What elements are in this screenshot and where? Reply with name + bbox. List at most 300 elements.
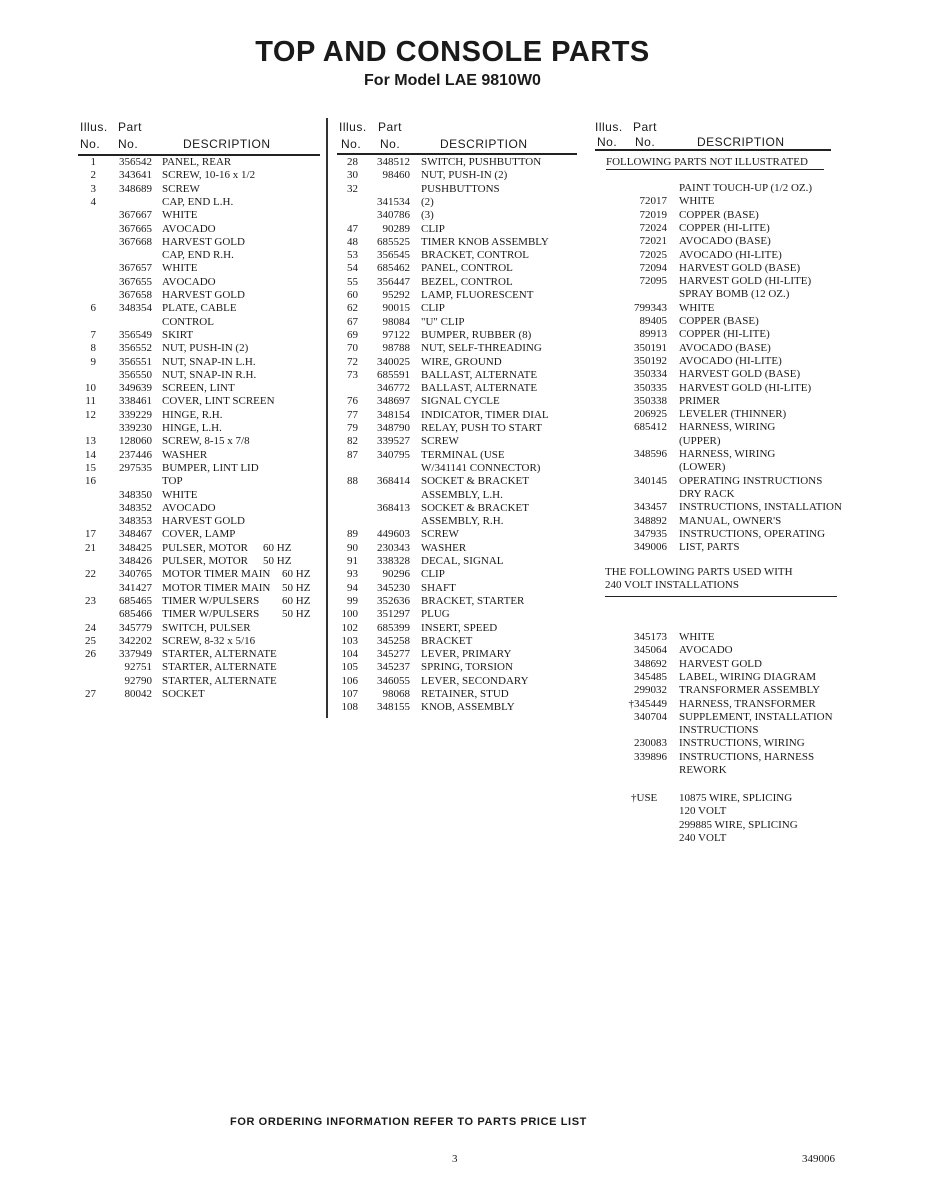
footnote-marker: †USE [631, 792, 658, 804]
illus-number: 70 [347, 342, 358, 355]
part-description: DECAL, SIGNAL [421, 555, 504, 567]
part-number: 348155 [377, 701, 410, 714]
part-description: REWORK [679, 764, 727, 776]
description-label: DESCRIPTION [440, 137, 528, 151]
part-description: CLIP [421, 568, 445, 581]
part-description: SWITCH, PUSHBUTTON [421, 156, 542, 168]
illus-number: 62 [347, 302, 358, 315]
part-description: LABEL, WIRING DIAGRAM [679, 670, 816, 683]
part-number: 356552 [119, 342, 152, 355]
part-number: 367657 [119, 262, 152, 275]
part-number: 449603 [377, 528, 410, 541]
part-description: PANEL, REAR [162, 156, 232, 168]
part-number: 367655 [119, 275, 152, 288]
part-description: HINGE, L.H. [162, 422, 222, 434]
part-description: WHITE [162, 488, 198, 501]
illus-number: 17 [85, 528, 96, 541]
part-description: SPRAY BOMB (12 OZ.) [679, 288, 790, 301]
part-description: HARVEST GOLD [162, 515, 245, 528]
part-number: 352636 [377, 594, 410, 607]
part-description: SCREW, 8-32 x 5/16 [162, 634, 256, 647]
illus-label: Illus. [80, 120, 108, 134]
part-description: BRACKET, CONTROL [421, 249, 529, 262]
illus-number: 3 [90, 182, 96, 195]
illus-number: 11 [85, 395, 96, 408]
part-description: PULSER, MOTOR [162, 555, 248, 567]
part-description: WHITE [679, 301, 715, 314]
part-number: 72021 [639, 235, 667, 248]
part-number: 345237 [377, 661, 410, 674]
part-description: WASHER [421, 541, 467, 554]
part-number: 356447 [377, 275, 410, 288]
part-number: 339229 [119, 408, 152, 421]
part-number: 97122 [382, 328, 410, 341]
part-number: 206925 [634, 408, 667, 421]
part-number: 340704 [634, 710, 667, 723]
part-number: 341427 [119, 581, 152, 594]
part-label: Part [633, 120, 658, 134]
part-description: (3) [421, 209, 434, 222]
column-divider [326, 118, 328, 718]
part-description: TERMINAL (USE [421, 448, 505, 461]
illus-number: 6 [90, 302, 96, 315]
illus-number: 76 [347, 395, 358, 408]
illus-number: 106 [341, 674, 358, 687]
frequency: 50 HZ [282, 581, 311, 594]
part-description: NUT, SNAP-IN L.H. [162, 355, 256, 368]
illus-number: 55 [347, 275, 358, 288]
part-number: 348697 [377, 395, 410, 408]
part-number: 368414 [377, 475, 410, 488]
part-number: 297535 [119, 461, 152, 474]
part-description: NUT, PUSH-IN (2) [162, 342, 249, 355]
illus-number: 73 [347, 368, 358, 381]
part-description: HARVEST GOLD (BASE) [679, 368, 801, 381]
illus-number: 7 [90, 328, 96, 341]
part-description: HARVEST GOLD (HI-LITE) [679, 381, 812, 394]
part-description: CLIP [421, 302, 445, 315]
part-number: 685466 [119, 608, 152, 621]
part-description: RETAINER, STUD [421, 688, 509, 700]
illus-number: 67 [347, 315, 358, 328]
part-no-label: No. [380, 137, 401, 151]
part-description: PRIMER [679, 394, 720, 407]
part-number: 339230 [119, 422, 152, 434]
part-number: 345258 [377, 634, 410, 647]
part-description: (UPPER) [679, 434, 721, 447]
part-number: 72017 [639, 195, 667, 208]
part-number: 337949 [119, 648, 152, 661]
part-number: 347935 [634, 527, 667, 540]
part-number: 685525 [377, 235, 410, 248]
page-number: 3 [452, 1153, 458, 1165]
part-description: TIMER KNOB ASSEMBLY [421, 235, 549, 248]
part-description: BRACKET [421, 634, 473, 647]
footnote-text: 10875 WIRE, SPLICING [679, 792, 793, 804]
part-number: 350338 [634, 394, 667, 407]
part-number: 338461 [119, 395, 152, 408]
illus-number: 48 [347, 235, 358, 248]
part-number: 348426 [119, 555, 152, 567]
part-description: MOTOR TIMER MAIN [162, 581, 271, 594]
part-number: 350192 [634, 354, 667, 367]
part-number: 348596 [634, 448, 667, 460]
illus-number: 24 [85, 621, 96, 634]
part-description: SWITCH, PULSER [162, 621, 251, 634]
part-description: AVOCADO (BASE) [679, 235, 771, 248]
part-description: TIMER W/PULSERS [162, 608, 260, 621]
part-description: SCREW [421, 528, 459, 541]
part-number: 95292 [382, 289, 410, 301]
document-number: 349006 [802, 1153, 835, 1165]
part-number: 348154 [377, 408, 410, 421]
illus-number: 88 [347, 475, 358, 488]
illus-number: 53 [347, 249, 358, 262]
part-number: 356551 [119, 355, 152, 368]
part-description: ASSEMBLY, L.H. [421, 488, 503, 501]
part-number: 345779 [119, 621, 152, 634]
header-rule [337, 153, 577, 155]
part-description: LIST, PARTS [679, 541, 740, 554]
frequency: 60 HZ [263, 541, 292, 554]
part-description: PLATE, CABLE [162, 302, 237, 315]
part-description: DRY RACK [679, 487, 735, 500]
part-number: 356545 [377, 249, 410, 262]
part-description: COPPER (HI-LITE) [679, 328, 770, 341]
part-description: HINGE, R.H. [162, 408, 223, 421]
part-number: 345230 [377, 581, 410, 594]
part-description: COVER, LINT SCREEN [162, 395, 275, 408]
part-description: AVOCADO [162, 275, 216, 288]
part-description: AVOCADO [679, 644, 733, 657]
illus-number: 2 [90, 169, 96, 182]
illus-number: 82 [347, 435, 358, 448]
part-description: COPPER (HI-LITE) [679, 221, 770, 234]
part-description: OPERATING INSTRUCTIONS [679, 474, 823, 487]
part-description: BRACKET, STARTER [421, 594, 525, 607]
part-description: SCREW, 8-15 x 7/8 [162, 435, 250, 448]
part-description: ASSEMBLY, R.H. [421, 515, 504, 528]
part-number: 368413 [377, 501, 410, 514]
part-description: SCREW [421, 435, 459, 448]
illus-number: 108 [341, 701, 358, 714]
illus-number: 69 [347, 328, 358, 341]
part-description: SUPPLEMENT, INSTALLATION [679, 710, 833, 723]
part-description: HARVEST GOLD (HI-LITE) [679, 275, 812, 288]
illus-number: 15 [85, 461, 96, 474]
part-description: MANUAL, OWNER'S [679, 514, 782, 527]
part-description: AVOCADO [162, 501, 216, 514]
frequency: 50 HZ [282, 608, 311, 621]
illus-number: 99 [347, 594, 358, 607]
illus-number: 79 [347, 422, 358, 434]
heading-underline [606, 169, 824, 170]
part-description: SOCKET & BRACKET [421, 475, 529, 488]
illus-number: 72 [347, 355, 358, 368]
part-number: 351297 [377, 608, 410, 621]
part-description: SIGNAL CYCLE [421, 395, 500, 408]
part-description: NUT, SELF-THREADING [421, 342, 542, 355]
part-description: LAMP, FLUORESCENT [421, 289, 534, 301]
illus-number: 26 [85, 648, 96, 661]
illus-no-label: No. [597, 135, 618, 149]
illus-number: 102 [341, 621, 358, 634]
part-description: WIRE, GROUND [421, 355, 502, 368]
part-description: "U" CLIP [421, 315, 465, 328]
part-label: Part [378, 120, 403, 134]
part-description: SOCKET [162, 688, 205, 700]
part-description: BUMPER, RUBBER (8) [421, 328, 532, 341]
part-description: INSTRUCTIONS, OPERATING [679, 527, 826, 540]
part-number: 92751 [124, 661, 152, 674]
part-description: WHITE [162, 209, 198, 222]
part-description: INSTRUCTIONS, WIRING [679, 737, 805, 750]
illus-number: 27 [85, 688, 96, 700]
part-description: CLIP [421, 222, 445, 235]
part-number: 340145 [634, 474, 667, 487]
illus-number: 93 [347, 568, 358, 581]
part-number: 345173 [634, 631, 667, 643]
part-description: SCREW [162, 182, 200, 195]
part-description: INSERT, SPEED [421, 621, 498, 634]
part-number: 342202 [119, 634, 152, 647]
part-number: 80042 [124, 688, 152, 700]
part-number: 339896 [634, 750, 667, 763]
part-description: HARVEST GOLD [679, 657, 762, 670]
footnote-text: 299885 WIRE, SPLICING [679, 818, 798, 831]
part-number: 90015 [382, 302, 410, 315]
part-description: AVOCADO (HI-LITE) [679, 248, 782, 261]
part-description: AVOCADO (HI-LITE) [679, 354, 782, 367]
part-number: 340786 [377, 209, 410, 222]
volt240-heading-line1: THE FOLLOWING PARTS USED WITH [605, 566, 793, 578]
part-description: SCREW, 10-16 x 1/2 [162, 169, 256, 182]
part-number: 367667 [119, 209, 152, 222]
part-number: 340765 [119, 568, 152, 581]
part-description: BUMPER, LINT LID [162, 461, 259, 474]
part-description: LEVER, PRIMARY [421, 648, 512, 661]
part-number: 349006 [634, 541, 667, 554]
part-number: †345449 [628, 697, 667, 710]
part-description: W/341141 CONNECTOR) [421, 461, 541, 474]
part-description: AVOCADO (BASE) [679, 341, 771, 354]
part-number: 685412 [634, 421, 667, 434]
part-number: 72095 [639, 275, 667, 288]
part-description: INSTRUCTIONS, INSTALLATION [679, 501, 842, 514]
volt240-heading-line2: 240 VOLT INSTALLATIONS [605, 579, 739, 591]
part-description: HARVEST GOLD [162, 289, 245, 301]
part-description: MOTOR TIMER MAIN [162, 568, 271, 581]
part-description: AVOCADO [162, 222, 216, 235]
illus-label: Illus. [339, 120, 367, 134]
illus-number: 28 [347, 156, 358, 168]
part-number: 340795 [377, 448, 410, 461]
part-number: 343457 [634, 501, 667, 514]
part-description: STARTER, ALTERNATE [162, 661, 277, 674]
part-number: 90296 [382, 568, 410, 581]
heading-underline [605, 596, 837, 597]
part-number: 348425 [119, 541, 152, 554]
illus-number: 16 [85, 475, 96, 488]
part-description: WASHER [162, 448, 208, 461]
part-number: 348512 [377, 156, 410, 168]
part-description: PUSHBUTTONS [421, 182, 500, 195]
part-number: 348692 [634, 657, 667, 670]
part-number: 89405 [639, 315, 667, 327]
part-number: 348790 [377, 422, 410, 434]
part-number: 348354 [119, 302, 152, 315]
part-description: WHITE [679, 195, 715, 208]
description-label: DESCRIPTION [183, 137, 271, 151]
part-description: BALLAST, ALTERNATE [421, 368, 538, 381]
part-number: 345485 [634, 670, 667, 683]
illus-number: 30 [347, 169, 358, 182]
frequency: 50 HZ [263, 555, 292, 567]
part-number: 341534 [377, 195, 410, 208]
part-no-label: No. [118, 137, 139, 151]
part-description: WHITE [162, 262, 198, 275]
part-description: COVER, LAMP [162, 528, 236, 541]
part-number: 89913 [639, 328, 667, 341]
part-number: 348467 [119, 528, 152, 541]
part-number: 348352 [119, 501, 152, 514]
illus-number: 13 [85, 435, 96, 448]
part-number: 367665 [119, 222, 152, 235]
part-number: 90289 [382, 222, 410, 235]
part-number: 356542 [119, 156, 152, 168]
illus-number: 47 [347, 222, 358, 235]
part-description: HARVEST GOLD [162, 235, 245, 248]
illus-number: 77 [347, 408, 358, 421]
part-description: HARNESS, TRANSFORMER [679, 697, 816, 710]
illus-number: 21 [85, 541, 96, 554]
part-number: 340025 [377, 355, 410, 368]
illus-number: 60 [347, 289, 358, 301]
illus-number: 54 [347, 262, 358, 275]
part-description: (LOWER) [679, 461, 726, 474]
part-number: 350335 [634, 381, 667, 394]
illus-number: 25 [85, 634, 96, 647]
illus-number: 23 [85, 594, 96, 607]
part-number: 685462 [377, 262, 410, 275]
footnote-text: 120 VOLT [679, 805, 727, 818]
illus-number: 1 [90, 156, 96, 168]
part-number: 72094 [639, 261, 667, 274]
part-description: BALLAST, ALTERNATE [421, 382, 538, 395]
illus-number: 89 [347, 528, 358, 541]
illus-number: 94 [347, 581, 358, 594]
part-description: CAP, END R.H. [162, 249, 234, 262]
part-description: CONTROL [162, 315, 214, 328]
part-number: 343641 [119, 169, 152, 182]
part-description: NUT, SNAP-IN R.H. [162, 368, 257, 381]
illus-number: 10 [85, 382, 96, 395]
part-no-label: No. [635, 135, 656, 149]
part-number: 128060 [119, 435, 152, 448]
illus-number: 8 [90, 342, 96, 355]
part-number: 98460 [382, 169, 410, 182]
part-number: 356550 [119, 368, 152, 381]
part-description: RELAY, PUSH TO START [421, 422, 542, 434]
illus-number: 32 [347, 182, 358, 195]
part-number: 98084 [382, 315, 410, 328]
illus-number: 87 [347, 448, 358, 461]
part-number: 349639 [119, 382, 152, 395]
part-number: 72019 [639, 208, 667, 221]
part-description: SKIRT [162, 328, 194, 341]
part-number: 348353 [119, 515, 152, 528]
part-description: CAP, END L.H. [162, 195, 234, 208]
part-description: INSTRUCTIONS [679, 724, 759, 737]
ordering-note: FOR ORDERING INFORMATION REFER TO PARTS PRICE LIST [230, 1116, 587, 1128]
part-number: 367658 [119, 289, 152, 301]
illus-number: 104 [341, 648, 358, 661]
part-description: SPRING, TORSION [421, 661, 513, 674]
part-number: 685465 [119, 594, 152, 607]
frequency: 60 HZ [282, 568, 311, 581]
part-description: PANEL, CONTROL [421, 262, 513, 275]
not-illustrated-heading: FOLLOWING PARTS NOT ILLUSTRATED [606, 156, 808, 168]
illus-label: Illus. [595, 120, 623, 134]
footnote-text: 240 VOLT [679, 831, 727, 844]
illus-no-label: No. [341, 137, 362, 151]
page-title: TOP AND CONSOLE PARTS [255, 36, 650, 68]
model-subtitle: For Model LAE 9810W0 [364, 72, 541, 89]
frequency: 60 HZ [282, 594, 311, 607]
part-description: COPPER (BASE) [679, 315, 759, 327]
part-number: 350334 [634, 368, 667, 381]
illus-number: 9 [90, 355, 96, 368]
part-description: LEVELER (THINNER) [679, 408, 787, 421]
illus-number: 107 [341, 688, 358, 700]
part-number: 72025 [639, 248, 667, 261]
part-number: 92790 [124, 674, 152, 687]
illus-no-label: No. [80, 137, 101, 151]
part-description: PLUG [421, 608, 450, 621]
illus-number: 22 [85, 568, 96, 581]
part-description: NUT, PUSH-IN (2) [421, 169, 508, 182]
part-description: HARNESS, WIRING [679, 421, 776, 434]
illus-number: 100 [341, 608, 358, 621]
part-description: BEZEL, CONTROL [421, 275, 513, 288]
part-number: 346055 [377, 674, 410, 687]
part-description: SOCKET & BRACKET [421, 501, 529, 514]
part-description: HARNESS, WIRING [679, 448, 776, 460]
part-description: COPPER (BASE) [679, 208, 759, 221]
part-number: 348892 [634, 514, 667, 527]
illus-number: 4 [90, 195, 96, 208]
part-number: 72024 [639, 221, 667, 234]
part-number: 348689 [119, 182, 152, 195]
part-number: 237446 [119, 448, 152, 461]
part-description: WHITE [679, 631, 715, 643]
part-number: 356549 [119, 328, 152, 341]
description-label: DESCRIPTION [697, 135, 785, 149]
part-number: 685591 [377, 368, 410, 381]
part-number: 345277 [377, 648, 410, 661]
part-description: LEVER, SECONDARY [421, 674, 529, 687]
part-number: 350191 [634, 341, 667, 354]
part-description: TIMER W/PULSERS [162, 594, 260, 607]
part-description: PAINT TOUCH-UP (1/2 OZ.) [679, 182, 813, 194]
part-number: 685399 [377, 621, 410, 634]
illus-number: 12 [85, 408, 96, 421]
part-description: INSTRUCTIONS, HARNESS [679, 750, 815, 763]
part-description: STARTER, ALTERNATE [162, 648, 277, 661]
illus-number: 90 [347, 541, 358, 554]
part-number: 299032 [634, 684, 667, 697]
part-number: 230343 [377, 541, 410, 554]
